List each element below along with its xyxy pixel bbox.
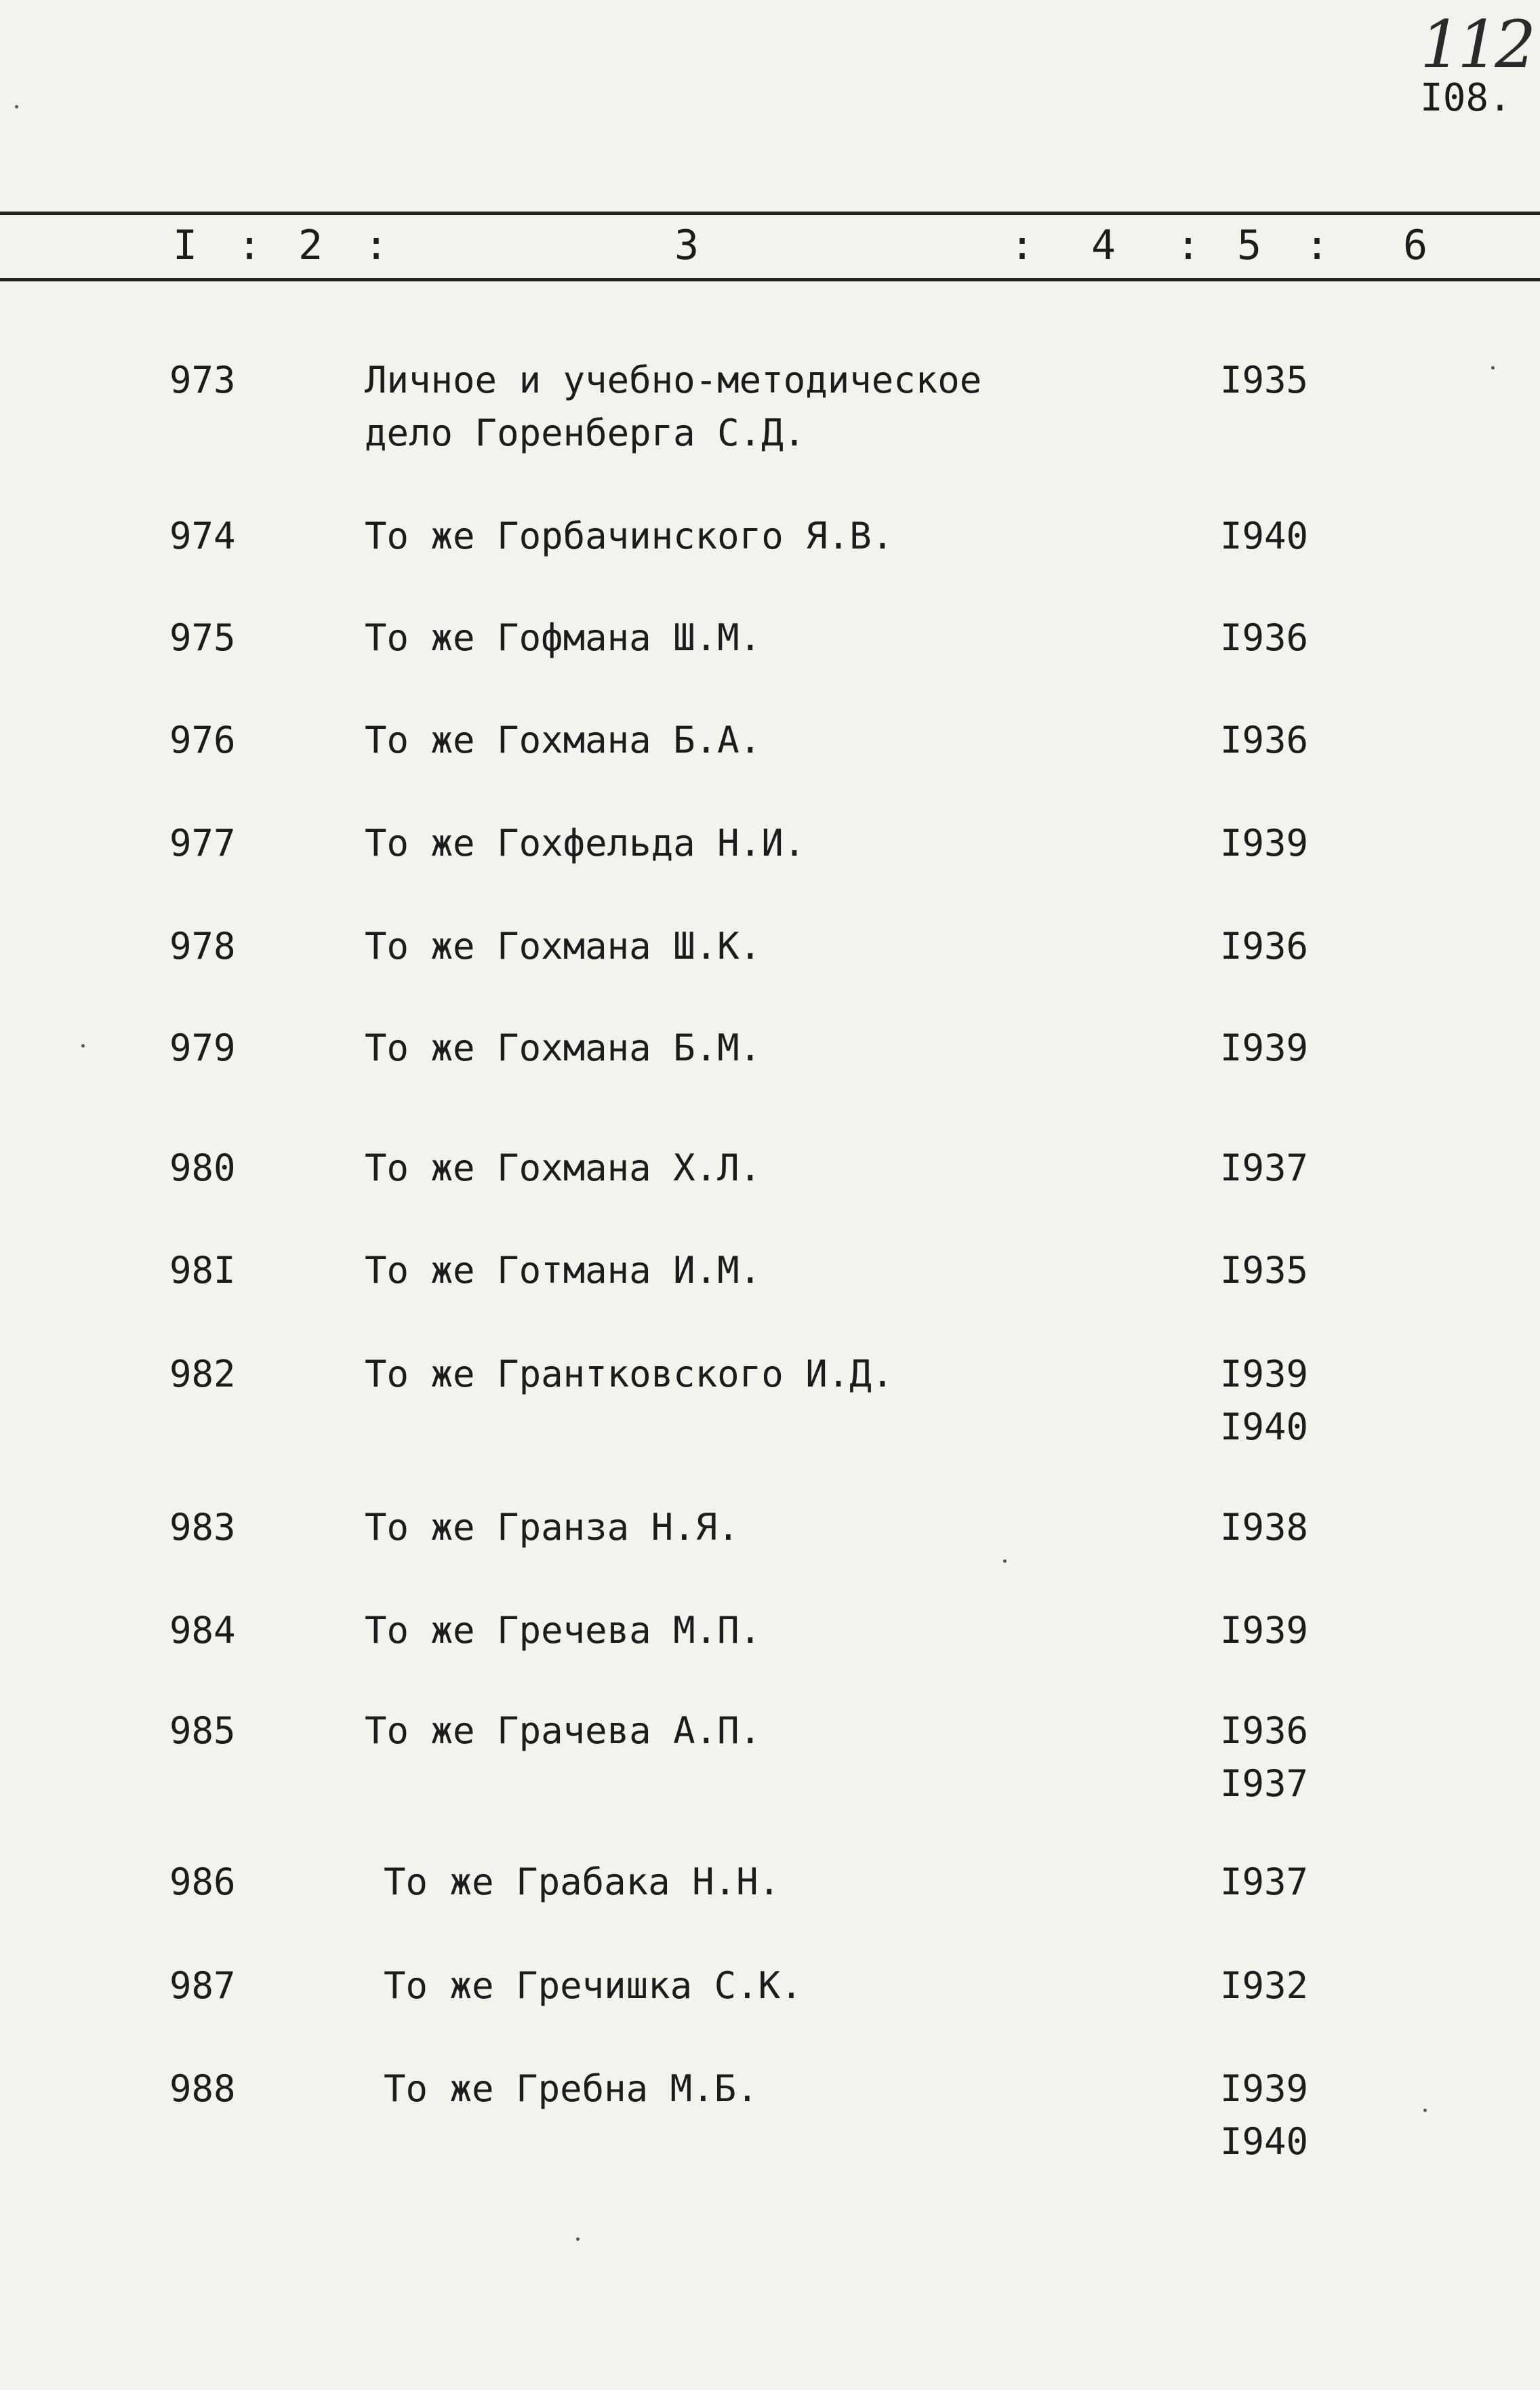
case-title: То же Гохмана Б.М. (365, 1027, 762, 1069)
column-separator: : (364, 222, 389, 269)
handwritten-sheet-number: 112 (1420, 7, 1533, 83)
case-year: I937 (1220, 1860, 1309, 1903)
case-title: То же Гохфельда Н.И. (365, 822, 806, 864)
case-number: 987 (169, 1964, 236, 2007)
case-title: То же Гречева М.П. (365, 1609, 762, 1652)
column-header-5: 5 (1237, 222, 1262, 269)
case-year: I940 (1220, 515, 1309, 557)
header-rule-top (0, 212, 1540, 215)
page-number: I08. (1420, 76, 1512, 120)
case-number: 975 (169, 616, 236, 659)
case-title: Личное и учебно-методическое дело Горенберга С.Д. (365, 359, 982, 454)
case-title: То же Гребна М.Б. (384, 2067, 758, 2110)
case-year: I939 I940 (1220, 1353, 1309, 1448)
case-title: То же Гохмана Х.Л. (365, 1147, 762, 1189)
case-number: 979 (169, 1027, 236, 1069)
paper-speck (1491, 366, 1495, 370)
case-title: То же Гохмана Ш.К. (365, 925, 762, 968)
case-year: I936 I937 (1220, 1709, 1309, 1805)
case-year: I936 (1220, 616, 1309, 659)
column-header-2: 2 (298, 222, 323, 269)
column-header-3: 3 (674, 222, 700, 269)
case-number: 984 (169, 1609, 236, 1652)
column-separator: : (237, 222, 262, 269)
case-number: 983 (169, 1506, 236, 1549)
case-year: I935 (1220, 1249, 1309, 1292)
case-number: 978 (169, 925, 236, 968)
case-number: 98I (169, 1249, 236, 1292)
case-year: I936 (1220, 925, 1309, 968)
case-year: I939 I940 (1220, 2067, 1309, 2163)
case-title: То же Грантковского И.Д. (365, 1353, 894, 1395)
column-header-6: 6 (1403, 222, 1428, 269)
case-title: То же Гохмана Б.А. (365, 719, 762, 761)
case-title: То же Грачева А.П. (365, 1709, 762, 1752)
case-year: I939 (1220, 822, 1309, 864)
case-number: 974 (169, 515, 236, 557)
case-title: То же Готмана И.М. (365, 1249, 762, 1292)
case-year: I936 (1220, 719, 1309, 761)
column-separator: : (1305, 222, 1330, 269)
case-number: 977 (169, 822, 236, 864)
column-separator: : (1010, 222, 1035, 269)
paper-speck (15, 105, 18, 108)
case-title: То же Горбачинского Я.В. (365, 515, 894, 557)
case-year: I932 (1220, 1964, 1309, 2007)
case-title: То же Грабака Н.Н. (384, 1860, 781, 1903)
case-year: I938 (1220, 1506, 1309, 1549)
column-header-4: 4 (1091, 222, 1116, 269)
case-number: 988 (169, 2067, 236, 2110)
case-title: То же Гофмана Ш.М. (365, 616, 762, 659)
header-rule-bottom (0, 278, 1540, 281)
paper-speck (1003, 1559, 1007, 1563)
case-number: 986 (169, 1860, 236, 1903)
case-title: То же Гранза Н.Я. (365, 1506, 739, 1549)
paper-speck (1423, 2109, 1427, 2112)
paper-speck (576, 2237, 580, 2241)
column-header-1: I (173, 222, 198, 269)
column-separator: : (1176, 222, 1201, 269)
case-number: 973 (169, 359, 236, 401)
case-year: I935 (1220, 359, 1309, 401)
case-year: I937 (1220, 1147, 1309, 1189)
case-number: 980 (169, 1147, 236, 1189)
case-year: I939 (1220, 1027, 1309, 1069)
case-year: I939 (1220, 1609, 1309, 1652)
case-number: 982 (169, 1353, 236, 1395)
case-number: 985 (169, 1709, 236, 1752)
paper-speck (81, 1044, 85, 1048)
case-number: 976 (169, 719, 236, 761)
case-title: То же Гречишка С.К. (384, 1964, 803, 2007)
